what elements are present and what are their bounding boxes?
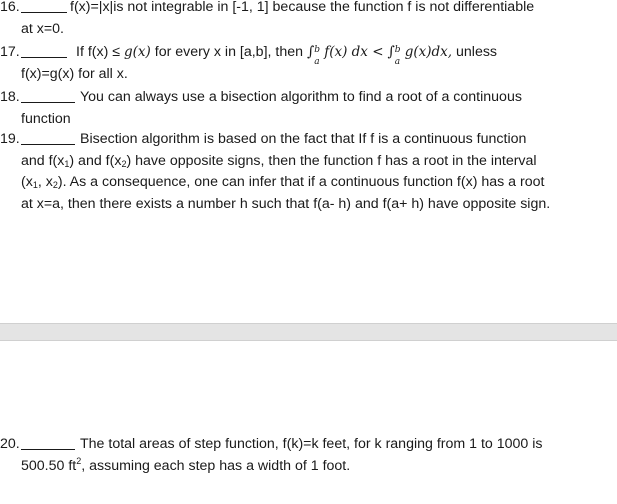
question-number: 20. <box>0 436 20 452</box>
question-16 <box>0 0 617 40</box>
math-fx-dx: f(x) dx < <box>324 44 384 60</box>
answer-blank <box>21 57 67 58</box>
question-20 <box>0 434 617 477</box>
question-text-continued: at x=0. <box>21 20 64 37</box>
question-number: 16. <box>0 0 20 15</box>
answer-blank <box>21 12 67 13</box>
question-text-continued: 500.50 $ft^2$, assuming each step has a width of 1 foot. <box>21 455 351 474</box>
question-text: You can always use a bisection algorithm to find a root of a continuous <box>80 89 522 105</box>
question-number: 18. <box>0 89 20 105</box>
document-page-bottom <box>0 341 617 504</box>
question-18 <box>0 87 617 130</box>
question-text: Bisection algorithm is based on the fact that If f is a continuous function <box>80 131 527 147</box>
question-text: If f(x) ≤ g(x) for every x in [a,b], then ∫ b a f(x) dx < ∫ b a g(x)dx, unless <box>76 44 498 67</box>
integral-sign: ∫ <box>387 44 395 60</box>
question-number: 17. <box>0 44 20 60</box>
integral-sign: ∫ <box>306 44 315 60</box>
math-gx: g(x) <box>124 44 151 60</box>
math-gx-dx: g(x)dx, <box>404 44 453 60</box>
question-text-continued: ($x_1$, $x_2$). As a consequence, one can infer that if a continuous function f(x) has a root <box>21 174 545 190</box>
question-text-continued: and $f(x_1)$ and $f(x_2)$ have opposite signs, then the function f has a root in the interval <box>21 152 537 169</box>
question-19 <box>0 129 617 215</box>
question-text: f(x)=|x|is not integrable in [-1, 1] because the function f is not differentiable <box>70 0 535 15</box>
question-text-continued: function <box>21 110 71 127</box>
question-17 <box>0 42 617 85</box>
answer-blank <box>21 102 75 103</box>
answer-blank <box>21 449 75 450</box>
page-break <box>0 323 617 341</box>
question-text: The total areas of step function, f(k)=k feet, for k ranging from 1 to 1000 is <box>80 436 543 452</box>
question-number: 19. <box>0 131 20 147</box>
answer-blank <box>21 144 75 145</box>
question-text-continued: at x=a, then there exists a number h such that f(a- h) and f(a+ h) have opposite sign. <box>21 195 551 212</box>
question-text-continued: f(x)=g(x) for all x. <box>21 65 128 82</box>
